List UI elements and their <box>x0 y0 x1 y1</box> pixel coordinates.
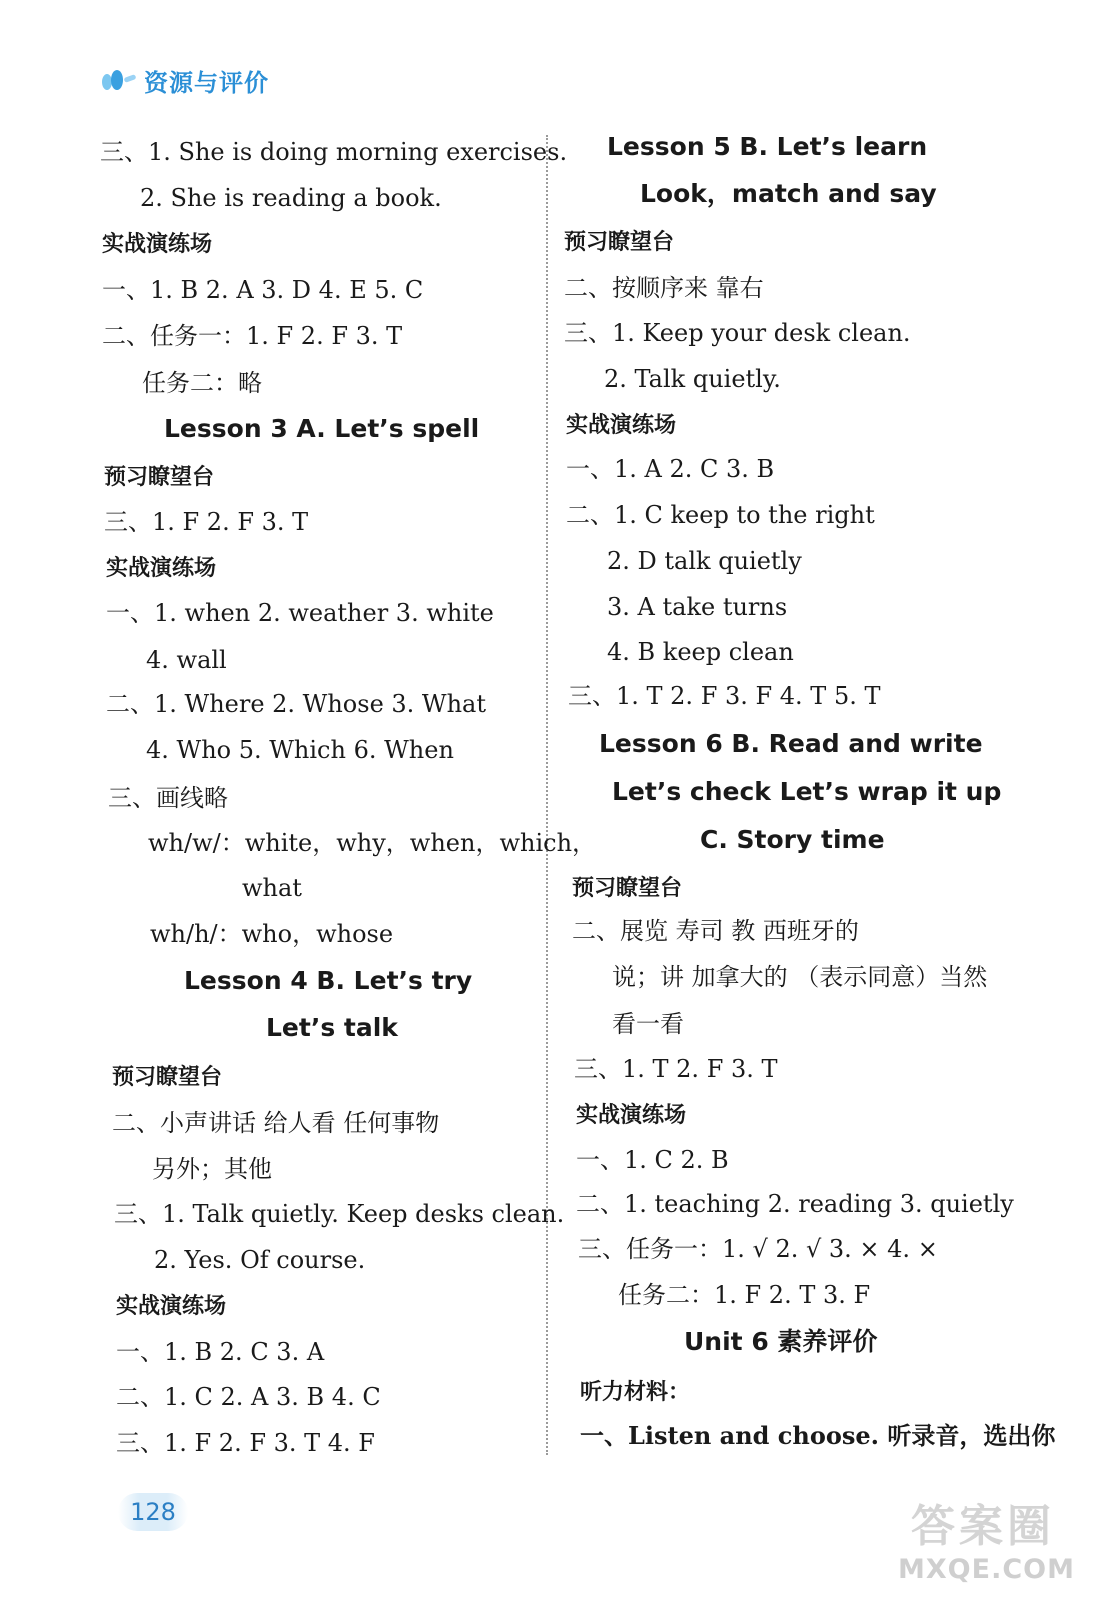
lesson-subheading: Look，match and say <box>640 179 937 208</box>
answer-line: 2. D talk quietly <box>607 547 802 575</box>
lesson-subheading: Let’s talk <box>266 1013 398 1042</box>
section-title: 预习瞭望台 <box>572 876 683 901</box>
column-divider <box>546 135 548 1455</box>
answer-line: 三、1. She is doing morning exercises. <box>100 138 568 166</box>
lesson-heading: Lesson 5 B. Let’s learn <box>607 132 928 161</box>
answer-line: 2. Yes. Of course. <box>154 1246 366 1274</box>
section-title: 听力材料： <box>580 1380 691 1405</box>
section-title: 预习瞭望台 <box>104 465 215 490</box>
section-title: 实战演练场 <box>576 1103 687 1128</box>
page-number: 128 <box>118 1493 188 1531</box>
answer-line: 三、1. Keep your desk clean. <box>564 319 911 347</box>
answer-line: 2. Talk quietly. <box>604 365 781 393</box>
header-title: 资源与评价 <box>144 68 269 97</box>
answer-line: 三、任务一：1. √ 2. √ 3. × 4. × <box>578 1235 938 1263</box>
answer-line: 三、画线略 <box>108 784 228 812</box>
answer-line: 二、1. teaching 2. reading 3. quietly <box>576 1190 1014 1218</box>
section-title: 实战演练场 <box>116 1294 227 1319</box>
watermark-title: 答案圈 <box>911 1501 1055 1552</box>
answer-line: 任务二：1. F 2. T 3. F <box>618 1281 871 1309</box>
answer-line: 一、Listen and choose. 听录音，选出你 <box>580 1421 1056 1450</box>
answer-line: 三、1. T 2. F 3. F 4. T 5. T <box>568 682 881 710</box>
answer-line: 二、展览 寿司 教 西班牙的 <box>572 917 859 945</box>
answer-line: 一、1. when 2. weather 3. white <box>106 599 494 627</box>
lesson-heading: Lesson 6 B. Read and write <box>599 729 983 758</box>
answer-line: 一、1. C 2. B <box>576 1146 729 1174</box>
answer-line: 二、1. C 2. A 3. B 4. C <box>116 1383 381 1411</box>
lesson-heading: Unit 6 素养评价 <box>684 1327 878 1356</box>
answer-line: 三、1. Talk quietly. Keep desks clean. <box>114 1200 565 1228</box>
answer-line: 另外；其他 <box>152 1155 272 1183</box>
answer-line: 二、1. Where 2. Whose 3. What <box>106 690 487 718</box>
answer-line: 一、1. A 2. C 3. B <box>566 455 775 483</box>
answer-line: 二、小声讲话 给人看 任何事物 <box>112 1109 440 1137</box>
lesson-subheading: Let’s check Let’s wrap it up <box>612 777 1002 806</box>
answer-line: 一、1. B 2. C 3. A <box>116 1338 325 1366</box>
answer-line: 说；讲 加拿大的 （表示同意）当然 <box>612 963 988 991</box>
answer-line: 4. Who 5. Which 6. When <box>146 736 454 764</box>
answer-line: 看一看 <box>612 1010 684 1038</box>
answer-line: what <box>242 874 302 902</box>
watermark-url: MXQE.COM <box>898 1554 1075 1585</box>
answer-line: 任务二：略 <box>142 369 262 397</box>
lesson-subheading: C. Story time <box>700 825 885 854</box>
answer-line: 4. B keep clean <box>607 638 794 666</box>
section-title: 实战演练场 <box>102 232 213 257</box>
answer-line: 三、1. F 2. F 3. T 4. F <box>116 1429 375 1457</box>
answer-line: 2. She is reading a book. <box>140 184 442 212</box>
answer-line: 3. A take turns <box>607 593 788 621</box>
answer-line: 二、任务一：1. F 2. F 3. T <box>102 322 403 350</box>
answer-line: wh/h/：who，whose <box>150 920 394 948</box>
answer-line: 三、1. F 2. F 3. T <box>104 508 309 536</box>
logo-icon <box>100 66 138 94</box>
section-title: 预习瞭望台 <box>112 1065 223 1090</box>
section-title: 实战演练场 <box>566 413 677 438</box>
answer-line: 一、1. B 2. A 3. D 4. E 5. C <box>102 276 424 304</box>
answer-line: 三、1. T 2. F 3. T <box>574 1055 778 1083</box>
answer-line: 二、按顺序来 靠右 <box>564 274 764 302</box>
answer-line: 二、1. C keep to the right <box>566 501 875 529</box>
answer-line: 4. wall <box>146 646 227 674</box>
watermark-logo <box>898 1490 1075 1585</box>
section-title: 实战演练场 <box>106 556 217 581</box>
section-title: 预习瞭望台 <box>564 230 675 255</box>
lesson-heading: Lesson 3 A. Let’s spell <box>164 414 480 443</box>
lesson-heading: Lesson 4 B. Let’s try <box>184 966 473 995</box>
page-header <box>100 62 269 98</box>
answer-line: wh/w/：white，why，when，which， <box>148 829 597 857</box>
